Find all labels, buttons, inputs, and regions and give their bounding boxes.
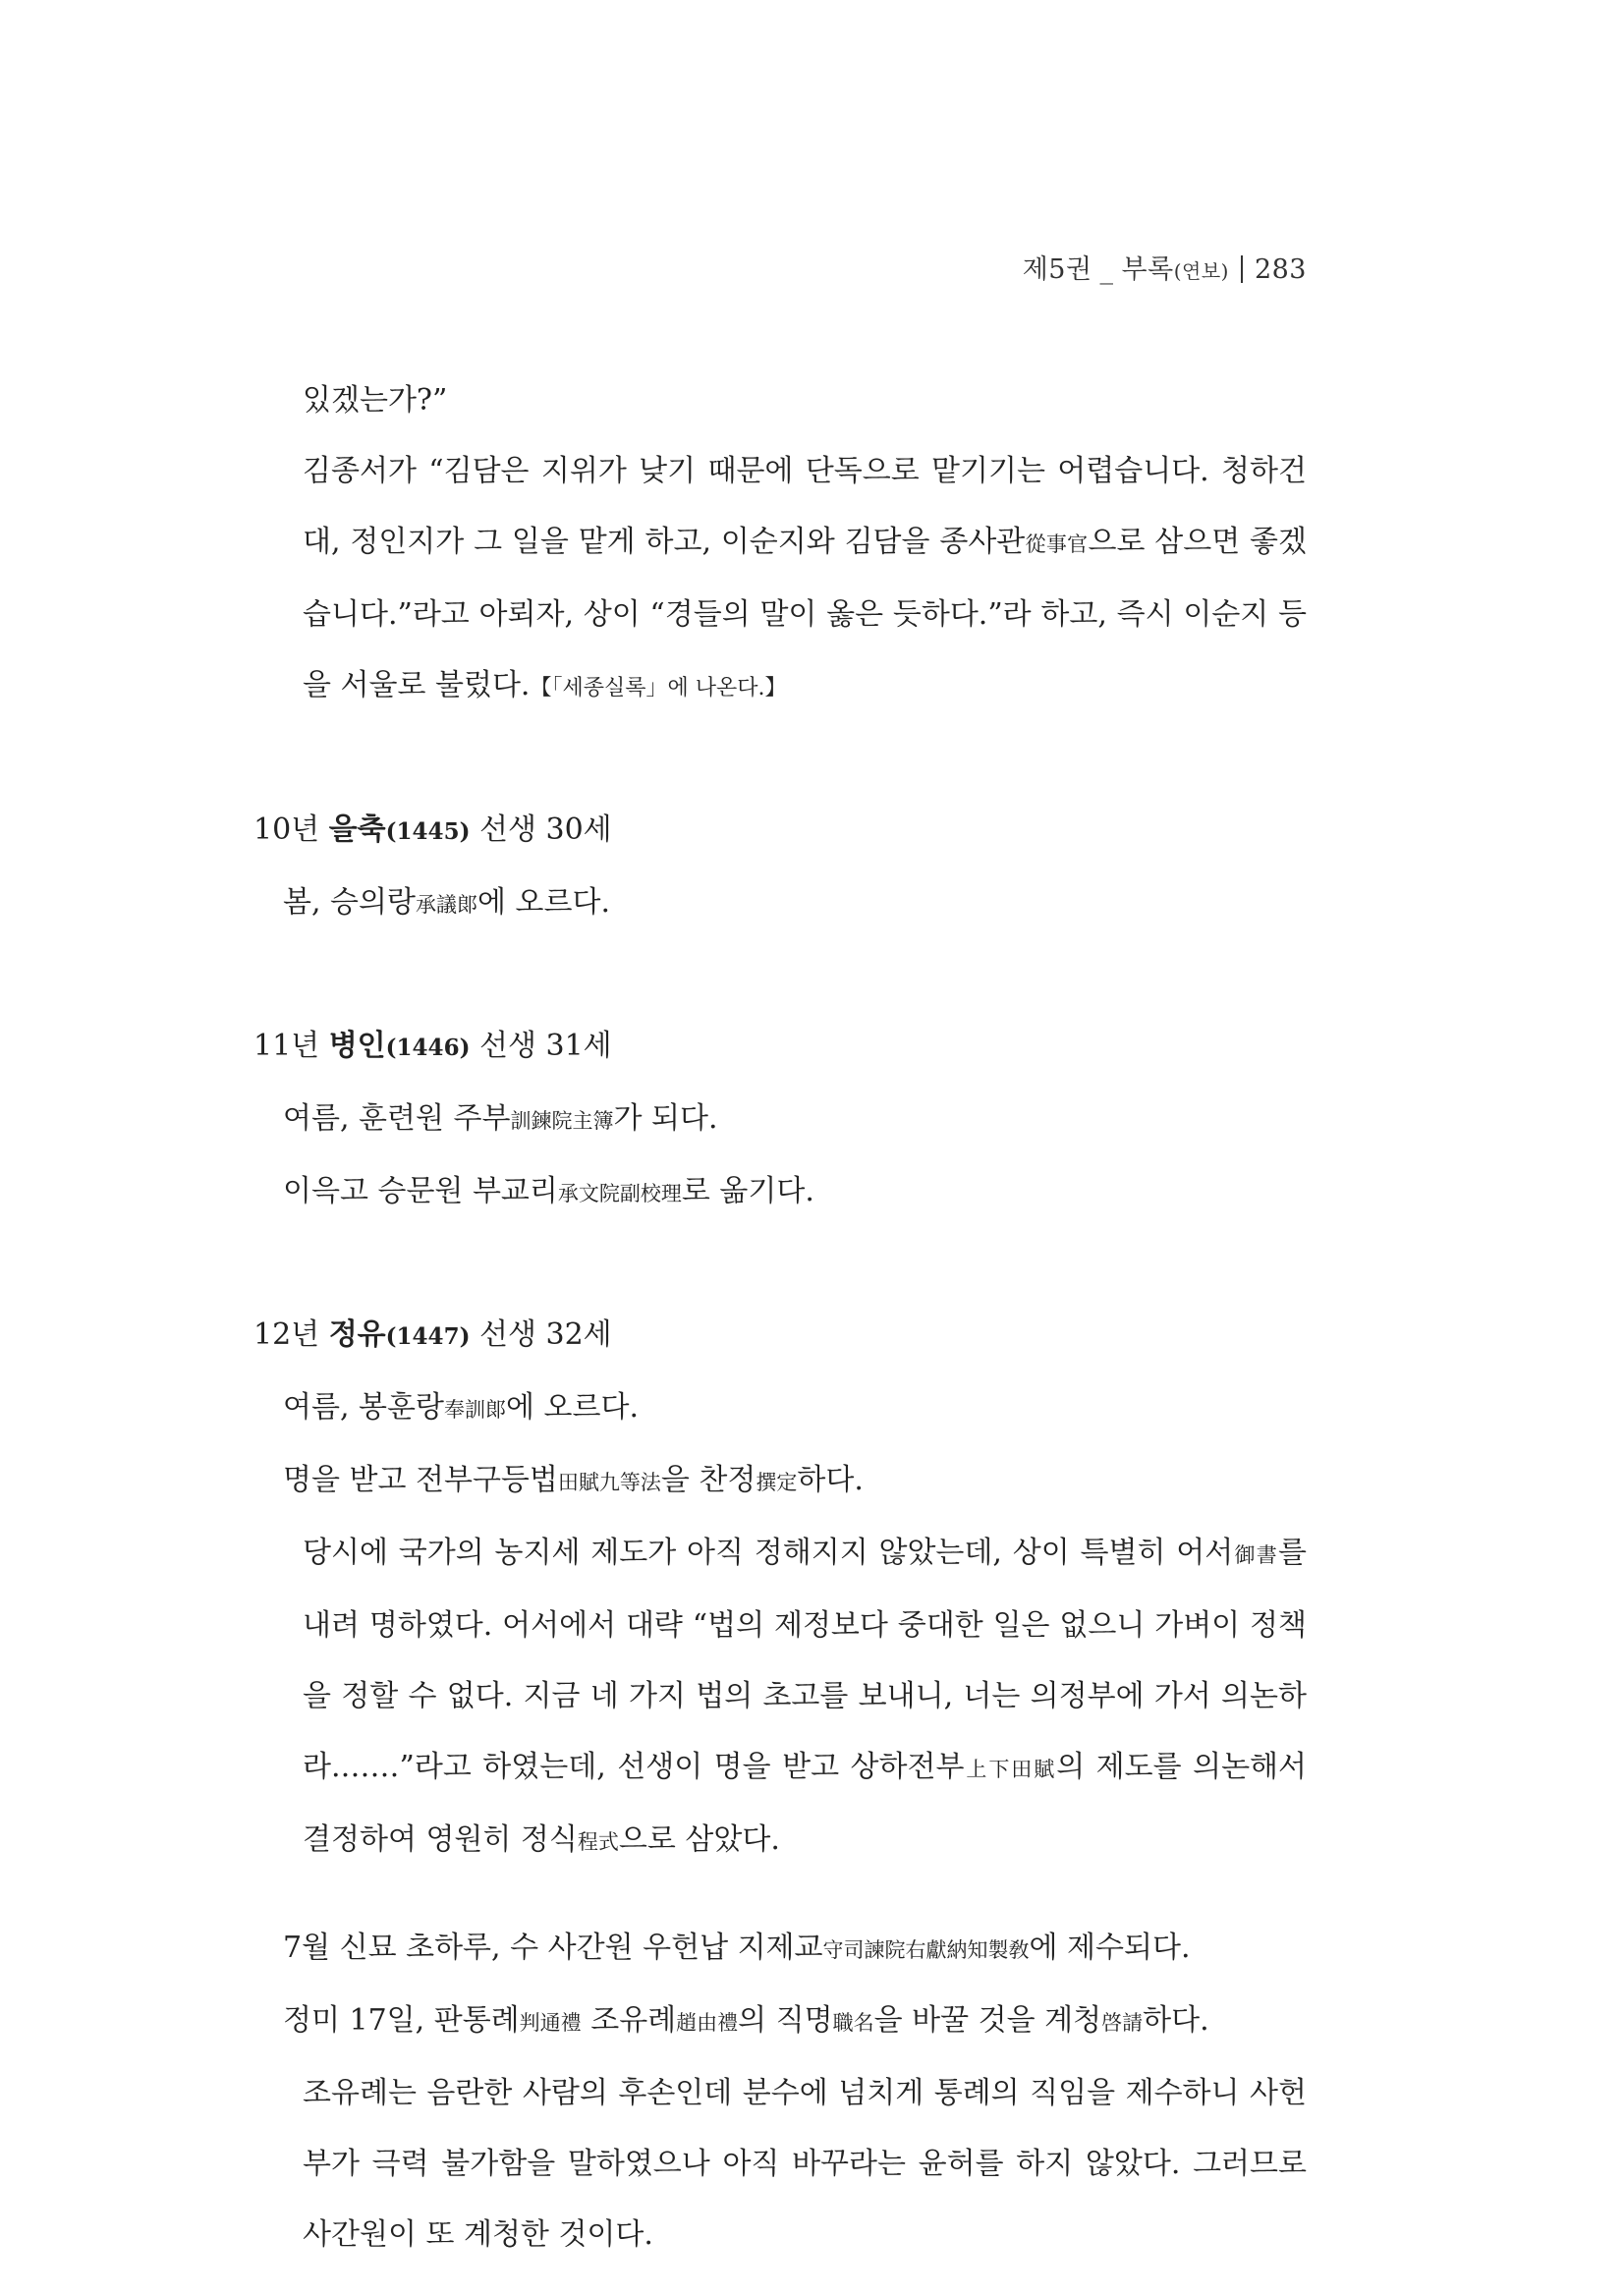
hanja-gloss: 田賦九等法 [557,1471,661,1494]
text-run: 김종서가 “김담은 지위가 낮기 때문에 단독으로 맡기기는 어렵습니다. 청하건대, 정인지가 그 일을 맡게 하고, 이순지와 김담을 종사관 [303,454,1307,559]
hanja-gloss: 職名 [832,2011,874,2035]
ganji: 정유 [328,1317,386,1352]
age-label: 선생 31세 [470,1029,612,1063]
year-entry-11 [253,1011,1307,1229]
spacer [253,940,1307,1011]
event-line [253,1913,1307,1986]
continued-block [253,365,1307,724]
hanja-gloss: 訓鍊院主簿 [510,1109,614,1133]
spacer [253,724,1307,795]
event-line [253,1986,1307,2058]
year-ad: (1447) [385,1323,471,1350]
spacer [253,1877,1307,1913]
hanja-gloss: 撰定 [756,1471,798,1494]
header-section-sub: (연보) [1173,259,1229,283]
text-run: 에 제수되다. [1029,1931,1191,1965]
text-run: 하다. [1143,2003,1209,2038]
text-run: 에 오르다. [477,885,610,920]
hanja-gloss: 承議郞 [416,893,477,917]
year-heading [253,1011,1307,1084]
running-header [1023,248,1307,286]
text-run: 에 오르다. [505,1390,639,1425]
ganji: 을축 [328,812,386,847]
text-run: 의 제도를 의논해서 결정하여 영원히 정식 [303,1750,1308,1857]
text-run: 이윽고 승문원 부교리 [283,1174,558,1208]
event-line [253,1084,1307,1156]
age-label: 선생 32세 [470,1317,612,1352]
text-run: 을 찬정 [660,1463,756,1497]
text-run: 을 바꿀 것을 계청 [873,2003,1102,2038]
event-line [253,1372,1307,1445]
year-heading [253,1300,1307,1372]
continued-line: 있겠는가?” [303,383,448,418]
text-run: 으로 삼았다. [618,1822,780,1857]
text-run: 정미 17일, 판통례 [283,2003,520,2038]
header-section: 부록 [1121,254,1174,285]
header-volume: 제5권 [1022,254,1092,285]
source-citation: 【「세종실록」에 나온다.】 [530,676,787,700]
hanja-gloss: 奉訓郞 [443,1398,506,1422]
age-label: 선생 30세 [470,812,612,847]
text-run: 당시에 국가의 농지세 제도가 아직 정해지지 않았는데, 상이 특별히 어서 [303,1536,1234,1570]
hanja-gloss: 判通禮 [519,2011,582,2035]
hanja-gloss: 啓請 [1101,2011,1144,2035]
hanja-gloss: 承文院副校理 [557,1182,682,1205]
year-label: 10년 [253,812,329,847]
explanation-paragraph [253,1518,1307,1877]
continued-paragraph [253,436,1307,724]
year-label: 12년 [253,1317,329,1352]
text-run: 으로 삼으면 좋겠습니다.”라고 아뢰자, 상이 “경들의 말이 옳은 듯하다.”라 하고, 즉시 이순지 등을 서울로 불렀다. [303,525,1308,702]
event-line [253,1445,1307,1518]
text-run: 조유례 [581,2003,677,2038]
year-label: 11년 [253,1029,329,1063]
year-entry-12 [253,1300,1307,1877]
hanja-gloss: 趙由禮 [676,2011,739,2035]
year-ad: (1445) [385,818,471,845]
year-entry-10 [253,795,1307,940]
text-run: 7월 신묘 초하루, 수 사간원 우헌납 지제교 [283,1931,823,1965]
year-entry-12-continued [253,1913,1307,2270]
header-separator: _ [1099,254,1114,285]
hanja-gloss: 從事官 [1025,532,1089,556]
year-heading [253,795,1307,868]
hanja-gloss: 上下田賦 [964,1758,1057,1781]
header-divider [1241,255,1243,283]
event-line [253,1156,1307,1229]
event-line [253,868,1307,940]
hanja-gloss: 守司諫院右獻納知製敎 [822,1938,1030,1962]
spacer [253,1229,1307,1300]
hanja-gloss: 御書 [1233,1543,1279,1567]
ganji: 병인 [328,1029,386,1063]
text-run: 여름, 훈련원 주부 [283,1101,511,1136]
explanation-paragraph: 조유례는 음란한 사람의 후손인데 분수에 넘치게 통례의 직임을 제수하니 사헌부가 극력 불가함을 말하였으나 아직 바꾸라는 윤허를 하지 않았다. 그러므로 사간원이 또 계청한 것이다. [303,2076,1307,2252]
text-run: 여름, 봉훈랑 [283,1390,444,1425]
text-run: 봄, 승의랑 [283,885,416,920]
text-run: 하다. [797,1463,864,1497]
page-number: 283 [1254,254,1307,285]
text-run: 를 내려 명하였다. 어서에서 대략 “법의 제정보다 중대한 일은 없으니 가벼이 정책을 정할 수 없다. 지금 네 가지 법의 초고를 보내니, 너는 의정부에 가서 의논하라.……”라고 하였는데, 선생이 명을 받고 상하전부 [303,1536,1308,1784]
hanja-gloss: 程式 [577,1830,619,1854]
text-run: 로 옮기다. [681,1174,814,1208]
page-body [253,365,1307,2270]
text-run: 의 직명 [738,2003,833,2038]
text-run: 명을 받고 전부구등법 [283,1463,558,1497]
year-ad: (1446) [385,1035,471,1061]
text-run: 가 되다. [613,1101,718,1136]
